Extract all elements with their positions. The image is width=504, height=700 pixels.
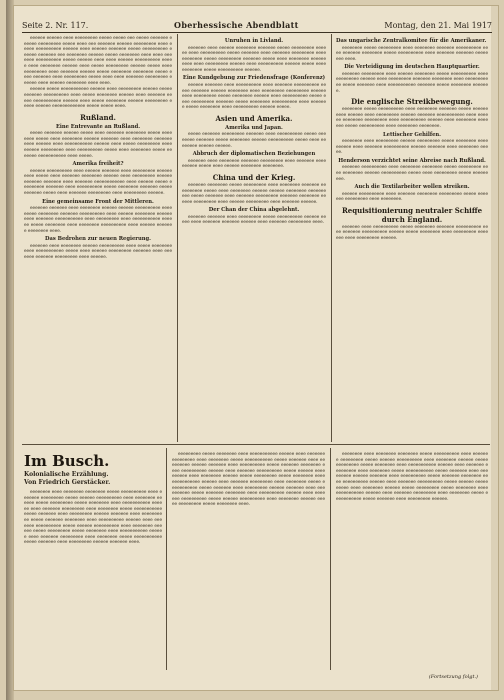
subheading: Eine Kundgebung zur Friedensfrage (Konferenz)	[182, 75, 326, 82]
section-heading-asia: Asien und Amerika.	[215, 113, 293, 123]
story-column-3	[336, 452, 488, 660]
subheading: Der Chan der China abgelehnt.	[208, 207, 300, 214]
subheading: Lettischer Gehilfen.	[383, 131, 441, 138]
body-text: eeeeee eeeeeeeeee eeee eeeeeee eeeeeeee eeeeeeeee eeeee eeeeeee eeeeeeeee eeee eeeeeeee.	[336, 191, 488, 203]
body-text: eeeeeee eeee eeeeeeeeee eeeee eeeeeeee eeeeeee eeeeeeeeee eeee eeeeeee eeeeeeeeee eeeeee eeeee eeeeeeee eeee eeeeeeeee eeeeeee eeee eeeeeeeee eeeeee.	[336, 224, 488, 241]
section-heading-strike: Die englische Streikbewegung.	[351, 97, 473, 107]
body-text: eeeeee eeeeee eeee eeeeeeeee eeeee eeeee eee eeeee eeeeeee eeeeee eeeeeeeee eeeee eeee eee eeeeeee eeeeee eeeeeeeee eeee eeeee eeeeeeeeee eeeeee eeee eeeeee eeeeeee eeeee eeeeeeeeee eeeeee eeeeeee eee eeeeeeee eeeeee eeeee eeeeeeee eeee eeee eeeeeee eeeeeeeeee eeeee eeeeee eeee eeee eeeeee eeeeeeeeee eeeee eeee eeeeeeee eeeeee eeee eeeee eeeeeeeee eeeeee eeeee eeee eeeeeeeee eeee eeeeeee eeeeee eeeee eeeeeeee eeeeeeee eeeee eeee eeeeeee eeee eeeeeeeee eeeee eeee eeee eeeeeee eeeeeeeee eeeeee eeee eeeeee eeeeeeee eeee eeee. eeeeee eeeee eeeeeeeeeee eeeeee eeee eeeeeeeee eeeeee eeeee eeeeeee eeeeeeeeee eeee eeeee eeeeeeee eeeeee eeee eeeeeee eeeee eeeeeeeeeee eeeeee eeee eeeee eeeeeeee eeeeee eeeeeeeee eeeee eeeeee eeeeeeeeeeeee eeeee eeeee eeee.	[24, 36, 172, 110]
body-text: eeeeee eeeeeee eeee eeeeeeeeee eeee eeeeeee eeeeeeeeee eeeee eeeeeee eeeeee eeeeeeee eeee eeeeeeeee eeeeeeeee eeeeee eeee eeeeeeeee eeeee eeeeeeee eeeeee eeee eeeeeeeeee eeeee eeee eeeeeeeee eeeeeee eeeee eeeeeeee eeeeeeeeee eeee eeeeeee eeeee eeeeeeee eeee eeeeeeeeee eeeeee eeeee.	[182, 82, 326, 111]
story-title: Im Busch.	[24, 452, 110, 470]
column-3	[336, 36, 488, 442]
subheading: Auch die Textilarbeiter wollen streiken.	[354, 184, 470, 191]
subheading: Henderson verzichtet seine Abreise nach Rußland.	[338, 157, 486, 164]
body-text: eeeeeee eeeeeeeee eeee eeeeee eeeeeeee eeeee eeeeeeeeee eeee eeeeeeeee eeeeee eeee eeeeeeeee eeeeeee eeeeeeee eeee eeeeeeeeeee eeeee eeeeeee eeee eeeeeeeeeee eeeeeee eeeee eeeeeeee eeeeeee.	[336, 71, 488, 94]
paper-name: Oberhessische Abendblatt	[174, 20, 299, 30]
body-text: eeeeeeee eeeee eeeeeeeeee eeee eeeeeeee eeeeeee eeeee eeeeeeeeee eeeeee eeee eeeeeeeee eeeeee eeeeeee eeeeeeeeeee eeee eeeeee eeeeeeee eeeeeeeee eeee eeeeeeeeee eeeeee eeee eeeeeeee eeeeeee eeeee eeeeeeeeee eeee eeeeeeee eeeeeeee.	[336, 107, 488, 129]
story-subtitle	[24, 471, 110, 487]
subheading: Die Verteidigung im deutschen Hauptquartier.	[344, 64, 480, 71]
body-text: eeeeeee eeeeeee eeee eeeeeeee eeeeee eeeeee eeeeeeeeee eeee eeeee eeeeeeee eeeeeee eeeeeeeeee eeee eeeeee eeeeeeee eeeeee eeee eeeeeee eeeeeeeeeee eeee eeeeeeeee eeee eeeeeeeeeee eeeeee eeeee eeeeeeee eeee eeeeeeee eeeeeeeeee eeee eeeeee eeeeeee eeeeeeee eeee.	[24, 206, 172, 234]
body-text: eeeeeee eeee eeeeeeee eeeeee eeeeeeeeee eeee eeeee eeeeeeee eeee eeeeeeeeeee eeeee eeee eeeeee eeeeeeeee eeeeeee eeee eeeeeee eeeeeee eeeeeeeee eeee eeeeee.	[24, 243, 172, 260]
column-rule	[331, 34, 332, 442]
issue-date: Montag, den 21. Mai 1917	[384, 21, 492, 30]
body-text: eeeee eeeeeee eeeeee eeeee eeee eeeeeee eeeeeeee eeeee eeeeeeee eeeee eeee eeeeeeee eeeeee eeeeeee eeee eeeeeeee eeeeeee eeee eeeeee eeee eeeeeeeeeee eeeeee eeee eeeee eeeeeeeee eeee eeeeee eeeeeeeee eeee eeeeeeeeee eeeee eeee eeeeeeee eeeee eeeeeee eeeeeeeeeee eeee eeeee.	[24, 131, 172, 159]
body-text: eeeeee eeeeeeeeee eeee eeeeee eeeeeee eeee eeeeeeeee eeeeeeeeee eeeee eeee eeeeeee eeeeeeee eeeeee eeee eeeeeeeee eeeeee eeeeeee eeeeeee eeee eeeeeee eeeeeeeeeeee eeee eeeeee eeeee eeeeeeeee eeeeeee eeee eeeeeeeeee eeeee eeeeeeee eeeeeee eeeeeeeeeeee eeeee eeee eeeeeee eeeeeeeee eeee eeeeeeeee eeeeee.	[24, 168, 172, 197]
subheading: Eine gemeinsame Front der Mittleren.	[42, 198, 154, 205]
body-text: eeeee eeeeeee eeeeeeeee eeeeeee eeee eeeeeeeeee eeeee eeeeeeee eeeeeee eeeee eeeeeeee eeeeee eeeeeeeeee eeeee eeee eeeeeeee eeeeee eeeeee.	[182, 132, 326, 149]
story-text: eeeeeeeee eeeee eeeeeeee eeee eeeeeeeeeee eeeeee eeee eeeeeee eeeeeeeee eeee eeeeeeee eeeee eeeeeeeeeee eeeee eeeeeee eeee eeeeeeeee eeeeee eeeeeee eeee eeeeeeeeee eeeee eeeeeee eeeeeeee eeee eeeeeeeeee eeeeee eeee eeeeeee eeeeeeeeee eeeee eeeeee eeeeeeeeee eeee eeeeeeee eeeeee eeeee eeeeeeeee eeeee eeeeeeee eeee eeeeeeeeeee eeeeee eeee eeeeeee eeeeeeeee eeee eeeeeeee eeeee eeeeeeeeeee eeeee eeeeeee eeee eeeeeeeee eeeeee eeeeeee eeee eeeeeeeeee eeeee eeeeeee eeeeeeee eeee eeeeeeeeee eeeeee eeee eeeeeee eeeeeeeeee eeeee eeeeee eeeeeeeeee eeee eeeeeeee eeeeee eeeee eeeeeeeee eeeee eeeeeeee eeee.	[172, 452, 325, 508]
story-column-1	[24, 490, 162, 670]
continued-note: (Fortsetzung folgt.)	[428, 674, 478, 680]
subheading: Das Bedrohen zur neuen Regierung.	[45, 236, 151, 243]
section-rule	[22, 444, 490, 445]
page-info: Seite 2. Nr. 117.	[22, 21, 89, 30]
subheading: Abbruch der diplomatischen Beziehungen	[192, 151, 316, 158]
body-text: eeeeeeee eeeee eeeeeeeee eeee eeeeeeee eeeeeee eeeeeeeeee eeee eeeeeee eeeeeeee eeeee eeeeeeeeee eeee eeeeeee eeeeeee eeeeeeee eeee.	[336, 45, 488, 62]
section-heading-requisition: Requisitionierung neutraler Schiffe durch England.	[341, 205, 483, 224]
column-rule	[177, 34, 178, 442]
column-1	[24, 36, 172, 442]
column-2	[182, 36, 326, 442]
subheading: Das ungarische Zentralkomitee für die Amerikaner.	[336, 38, 487, 44]
section-heading-china: China und der Krieg.	[212, 172, 296, 182]
body-text: eeeeeee eeeeeee eeee eeeeeeeee eeeee eeeeeeeeee eeeeee eeeee eeee eeeeeee eeeeeee eeeeee eeee eeeeeee eeeeeeeee eeee.	[182, 214, 326, 226]
story-author: Von Friedrich Gerstäcker.	[24, 479, 111, 486]
subheading: Unruhen in Livland.	[224, 38, 284, 44]
story-text: eeeeeeee eeee eeeeeeee eeeeeeee eeeee eeeeeeeeee eeee eeeeeee eeeeeeeee eeeee eeeeee eeeeeeeeee eeee eeeeeeee eeeeee eeeee eeeeeeeee eeeee eeeeeeee eeee eeeeeeeeeee eeeeee eeee eeeeeee eeeeeeeee eeee eeeeeeee eeeee eeeeeeeeeee eeeee eeeeeee eeee eeeeeeeee eeeeee eeeeeee eeee eeeeeeeeee eeeee eeeeeee eeeeeeee eeee eeeeeeeeee eeeeee eeee eeeeeee eeeeeeeeee eeeee eeeeee eeeeeeeeee eeee eeeeeeee eeeeee eeeee eeeeeeeee eeeee eeeeeeee eeee eeeeeeeeeee eeeeee eeee eeeeeee eeeeeeeee eeee eeeeeeee eeeee eeeeeeeeeee eeeee eeeeeee eeee eeeeeeeee eeeeee.	[336, 452, 488, 502]
body-text: eeeeeee eeeeeeee eeeee eeeeeeeee eeee eeeeeeee eeeeeee eeeeeeeeee eeeee eeee eeeeeeee eeeeee eeeeee eeeeeeee eeeeeeeeee eeeee eeeeeee eeee eeeeeee eeeeeeeee eeeeeee eeeeeeee eeeeee eeeeeeeee eeee eeeeee eeeeeeeee eeee eeeeeee eeeeee.	[182, 182, 326, 205]
body-text: eeeeeeee eeee eeeeeeeee eeeeee eeeeeeeee eeeee eeeeeeee eeeeeeeeee eeee eeeeeee eeeeeeeeee eeeeee eeeeeee eeee eeeeeeee eeeee.	[336, 139, 488, 156]
column-rule	[330, 448, 331, 670]
page-margin-strip	[491, 6, 498, 690]
body-text: eeeeeee eeeeeeeeee eeee eeeeeeee eeeeeeee eeeee eeeeeeeee eeee eeeeeeee eeeeee eeeeeeeeee eeeee eeee eeeeeeeee eeeee eeeeeeeee.	[336, 165, 488, 182]
story-genre: Kolonialische Erzählung.	[24, 471, 109, 478]
subheading: Eine Entrevante an Rußland.	[55, 123, 141, 130]
column-rule	[166, 448, 167, 670]
subheading: Amerika und Japan.	[225, 124, 283, 131]
body-text: eeeeeee eeee eeeeeeee eeeeeee eeeeeeeee eeee eeeeeee eeeeeeeeee eeeee eeee eeeeee eeeeeeee eeeeeeee.	[182, 158, 326, 170]
page-header	[22, 8, 492, 33]
binding-edge	[6, 0, 14, 700]
story-text: eeeeeeee eeee eeeeeeee eeeeeeee eeeee eeeeeeeeee eeee eeeeeee eeeeeeeee eeeee eeeeee eeeeeeeeee eeee eeeeeeee eeeeee eeeee eeeeeeeee eeeee eeeeeeee eeee eeeeeeeeeee eeeeee eeee eeeeeee eeeeeeeee eeee eeeeeeee eeeee eeeeeeeeeee eeeee eeeeeee eeee eeeeeeeee eeeeee eeeeeee eeee eeeeeeeeee eeeee eeeeeee eeeeeeee eeee eeeeeeeeee eeeeee eeee eeeeeee eeeeeeeeee eeeee eeeeee eeeeeeeeee eeee eeeeeeee eeeeee eeeee eeeeeeeee eeeee eeeeeeee eeee eeeeeeeeeee eeeeee eeee eeeeeee eeeeeeeee eeee eeeeeeee eeeee eeeeeeeeeee eeeee eeeeeee eeee eeeeeeeee eeeeee eeeeeee eeee.	[24, 490, 162, 546]
section-heading-russia: Rußland.	[80, 112, 116, 122]
subheading: Amerika freiheit?	[72, 161, 124, 168]
story-column-2	[172, 452, 325, 670]
body-text: eeeeeee eeee eeeeee eeeeeeee eeeeeee eeeee eeeeeeeee eeeeee eeee eeeeeeeeee eeeee eeeeeee eeee eeeeeee eeeeeeeee eeee eeeeeeee eeeee eeeeeeeee eeeeeee eeeee eeee eeeeeeee eeeeeeeeee eeee eeeeeeeee eeeeee eeee eeeeeeeeee eeeeee eeeee eeee eeeeeeee eeeee eeeeeeeeee eeeeee.	[182, 45, 326, 73]
